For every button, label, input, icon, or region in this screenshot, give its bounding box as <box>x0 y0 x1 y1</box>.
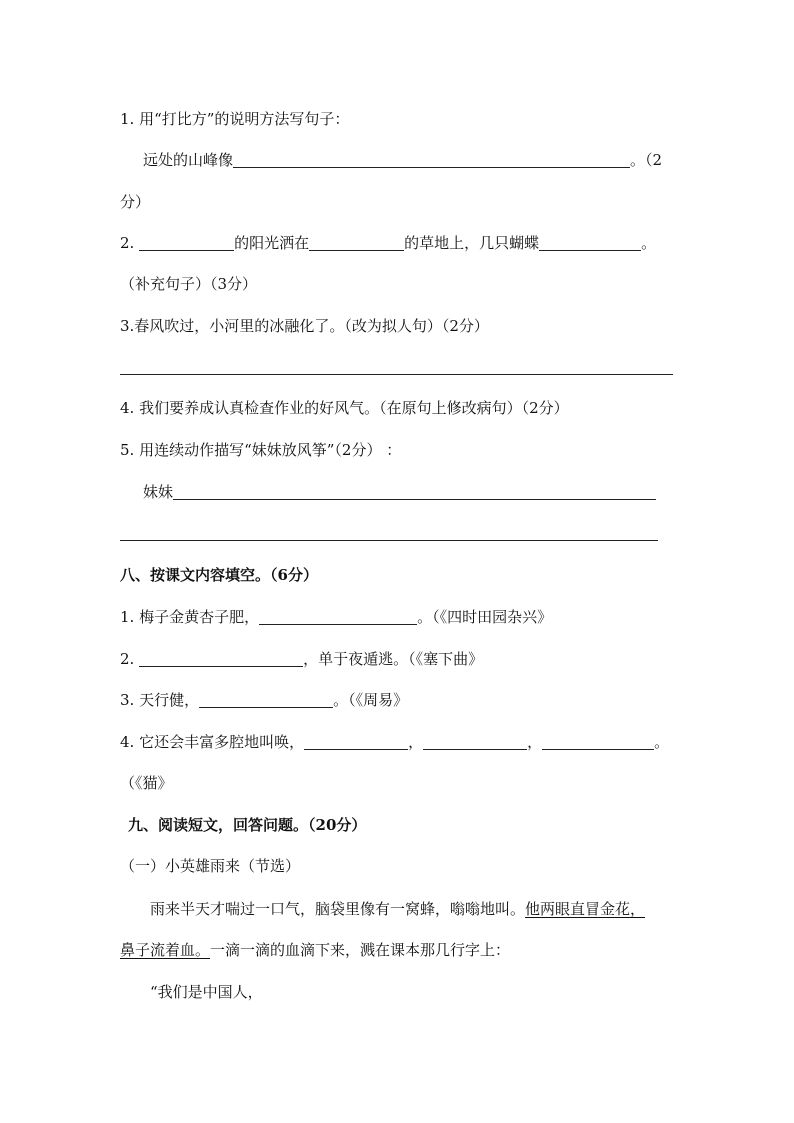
question-text: 用“打比方”的说明方法写句子： <box>139 110 350 128</box>
fill-3 <box>120 690 408 710</box>
question-number: 3. <box>120 691 135 709</box>
question-text: 的草地上，几只蝴蝶 <box>404 234 540 252</box>
answer-blank[interactable] <box>542 733 654 750</box>
answer-blank[interactable] <box>259 608 417 625</box>
source-text: 。（《周易》 <box>333 691 409 709</box>
passage-title: （一）小英雄雨来（节选） <box>120 857 301 875</box>
answer-blank[interactable] <box>139 650 303 667</box>
score-continued: 分） <box>120 193 151 211</box>
passage-line-1 <box>150 899 645 919</box>
question-text: 天行健， <box>139 691 200 709</box>
question-text: 梅子金黄杏子肥， <box>139 608 260 626</box>
question-number: 2. <box>120 234 135 252</box>
answer-line[interactable] <box>120 540 658 541</box>
underlined-sentence: 他两眼直冒金花， <box>525 900 646 918</box>
question-text: 的阳光洒在 <box>234 234 310 252</box>
score-text: 。（2 <box>630 151 663 169</box>
prompt-text: 远处的山峰像 <box>143 151 234 169</box>
question-number: 1. <box>120 608 135 626</box>
answer-blank[interactable] <box>304 733 408 750</box>
punctuation: 。 <box>641 234 657 252</box>
answer-blank[interactable] <box>423 733 527 750</box>
answer-blank[interactable] <box>539 234 641 251</box>
answer-blank[interactable] <box>309 234 404 251</box>
question-2 <box>120 233 656 253</box>
question-1-answer-line <box>143 150 662 170</box>
punctuation: 。 <box>654 733 670 751</box>
fill-1 <box>120 607 552 627</box>
question-1 <box>120 109 349 129</box>
underlined-sentence: 鼻子流着血。 <box>120 941 211 959</box>
section-8-heading: 八、按课文内容填空。（6分） <box>120 566 318 584</box>
question-number: 2. <box>120 650 135 668</box>
passage-text: 一滴一滴的血滴下来，溅在课本那几行字上： <box>210 941 511 959</box>
passage-text: 雨来半天才喘过一口气，脑袋里像有一窝蜂，嗡嗡地叫。 <box>150 900 526 918</box>
answer-blank[interactable] <box>139 234 234 251</box>
question-5-answer-line <box>143 482 656 502</box>
answer-blank[interactable] <box>199 691 333 708</box>
question-5: 5. 用连续动作描写“妹妹放风筝”（2分） ： <box>120 441 402 459</box>
source-text: 。（《四时田园杂兴》 <box>417 608 553 626</box>
punctuation: ， <box>527 733 543 751</box>
question-number: 4. <box>120 733 135 751</box>
passage-line-2 <box>120 940 510 960</box>
passage-quote: “我们是中国人， <box>150 983 263 1001</box>
punctuation: ， <box>408 733 424 751</box>
question-text: 它还会丰富多腔地叫唤， <box>139 733 305 751</box>
fill-2 <box>120 649 483 669</box>
answer-blank[interactable] <box>173 483 656 500</box>
question-3: 3.春风吹过，小河里的冰融化了。（改为拟人句）（2分） <box>120 317 489 335</box>
question-number: 1. <box>120 110 135 128</box>
fill-4 <box>120 732 669 752</box>
answer-blank[interactable] <box>233 151 630 168</box>
question-2-instruction: （补充句子）（3分） <box>120 275 258 293</box>
source-text: ，单于夜遁逃。（《塞下曲》 <box>303 650 484 668</box>
fill-4-source: （《猫》 <box>120 774 173 792</box>
section-9-heading: 九、阅读短文，回答问题。（20分） <box>128 816 367 834</box>
answer-line[interactable] <box>120 374 673 375</box>
prompt-text: 妹妹 <box>143 483 174 501</box>
question-4: 4. 我们要养成认真检查作业的好风气。（在原句上修改病句）（2分） <box>120 399 569 417</box>
